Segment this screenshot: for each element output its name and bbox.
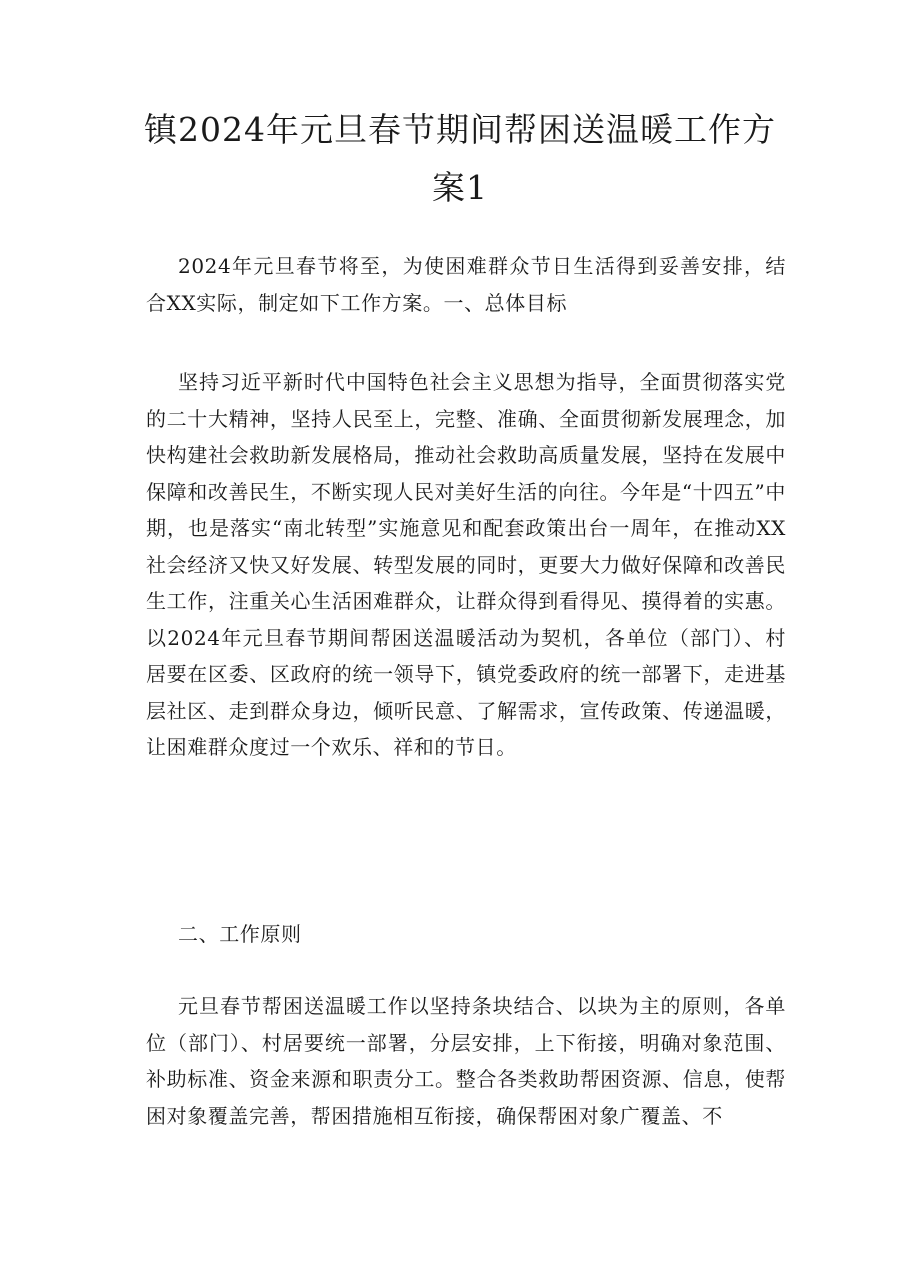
section2-heading: 二、工作原则 — [178, 922, 302, 946]
section1-paragraph: 坚持习近平新时代中国特色社会主义思想为指导，全面贯彻落实党的二十大精神，坚持人民至上，完整、准确、全面贯彻新发展理念，加快构建社会救助新发展格局，推动社会救助高质量发展，坚持在发展中保障和改善民生，不断实现人民对美好生活的向往。今年是“十四五”中期，也是落实“南北转型”实施意见和配套政策出台一周年，在推动XX社会经济又快又好发展、转型发展的同时，更要大力做好保障和改善民生工作，注重关心生活困难群众，让群众得到看得见、摸得着的实惠。以2024年元旦春节期间帮困送温暖活动为契机，各单位（部门）、村居要在区委、区政府的统一领导下，镇党委政府的统一部署下，走进基层社区、走到群众身边，倾听民意、了解需求，宣传政策、传递温暖，让困难群众度过一个欢乐、祥和的节日。 — [146, 370, 786, 759]
section2-paragraph: 元旦春节帮困送温暖工作以坚持条块结合、以块为主的原则，各单位（部门）、村居要统一部署，分层安排，上下衔接，明确对象范围、补助标准、资金来源和职责分工。整合各类救助帮困资源、信息，使帮困对象覆盖完善，帮困措施相互衔接，确保帮困对象广覆盖、不 — [146, 994, 786, 1128]
document-title-line1: 镇2024年元旦春节期间帮困送温暖工作方 — [144, 110, 776, 149]
intro-paragraph: 2024年元旦春节将至，为使困难群众节日生活得到妥善安排，结合XX实际，制定如下工作方案。一、总体目标 — [146, 254, 786, 315]
document-title-line2: 案1 — [432, 168, 488, 207]
